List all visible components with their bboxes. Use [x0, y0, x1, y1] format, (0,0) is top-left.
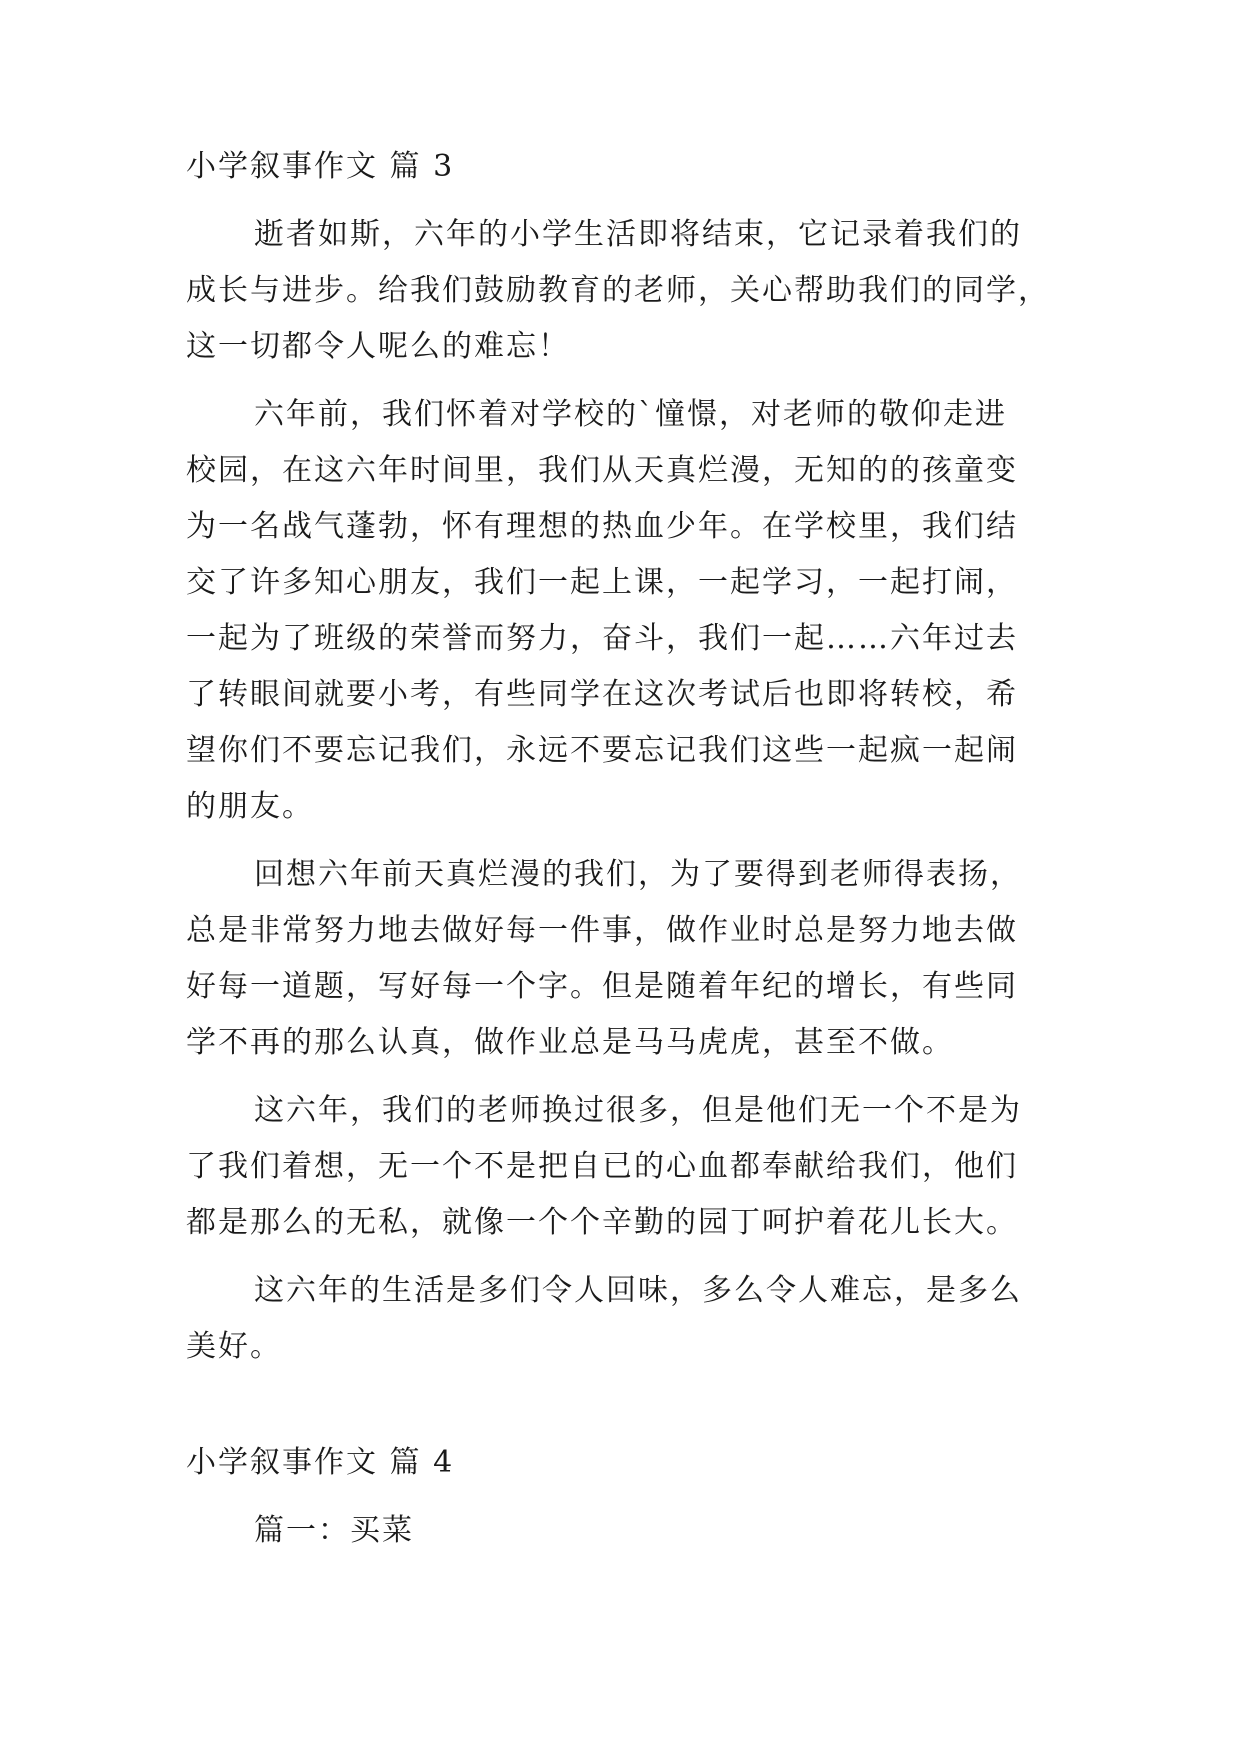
paragraph-line: 校园，在这六年时间里，我们从天真烂漫，无知的的孩童变 [186, 453, 1018, 488]
subsection-title: 篇一：买菜 [254, 1513, 414, 1548]
paragraph-line: 逝者如斯，六年的小学生活即将结束，它记录着我们的 [254, 217, 1022, 252]
paragraph-line: 这六年的生活是多们令人回味，多么令人难忘，是多么 [254, 1273, 1022, 1308]
paragraph-line: 这一切都令人呢么的难忘！ [186, 329, 570, 364]
paragraph-line: 这六年，我们的老师换过很多，但是他们无一个不是为 [254, 1093, 1022, 1128]
section-heading: 小学叙事作文 篇 3 [186, 149, 455, 184]
paragraph-line: 总是非常努力地去做好每一件事，做作业时总是努力地去做 [186, 913, 1018, 948]
paragraph-line: 六年前，我们怀着对学校的`憧憬，对老师的敬仰走进 [254, 397, 1007, 432]
paragraph-line: 交了许多知心朋友，我们一起上课，一起学习，一起打闹， [186, 565, 1018, 600]
section-heading: 小学叙事作文 篇 4 [186, 1445, 455, 1480]
paragraph-line: 学不再的那么认真，做作业总是马马虎虎，甚至不做。 [186, 1025, 954, 1060]
paragraph-line: 好每一道题，写好每一个字。但是随着年纪的增长，有些同 [186, 969, 1018, 1004]
paragraph-line: 的朋友。 [186, 789, 314, 824]
paragraph-line: 美好。 [186, 1329, 282, 1364]
paragraph-line: 回想六年前天真烂漫的我们，为了要得到老师得表扬， [254, 857, 1022, 892]
paragraph-line: 了转眼间就要小考，有些同学在这次考试后也即将转校，希 [186, 677, 1018, 712]
paragraph-line: 一起为了班级的荣誉而努力，奋斗，我们一起……六年过去 [186, 621, 1018, 656]
paragraph-line: 望你们不要忘记我们，永远不要忘记我们这些一起疯一起闹 [186, 733, 1018, 768]
paragraph-line: 为一名战气蓬勃，怀有理想的热血少年。在学校里，我们结 [186, 509, 1018, 544]
paragraph-line: 都是那么的无私，就像一个个辛勤的园丁呵护着花儿长大。 [186, 1205, 1018, 1240]
paragraph-line: 成长与进步。给我们鼓励教育的老师，关心帮助我们的同学， [186, 273, 1050, 308]
paragraph-line: 了我们着想，无一个不是把自已的心血都奉献给我们，他们 [186, 1149, 1018, 1184]
